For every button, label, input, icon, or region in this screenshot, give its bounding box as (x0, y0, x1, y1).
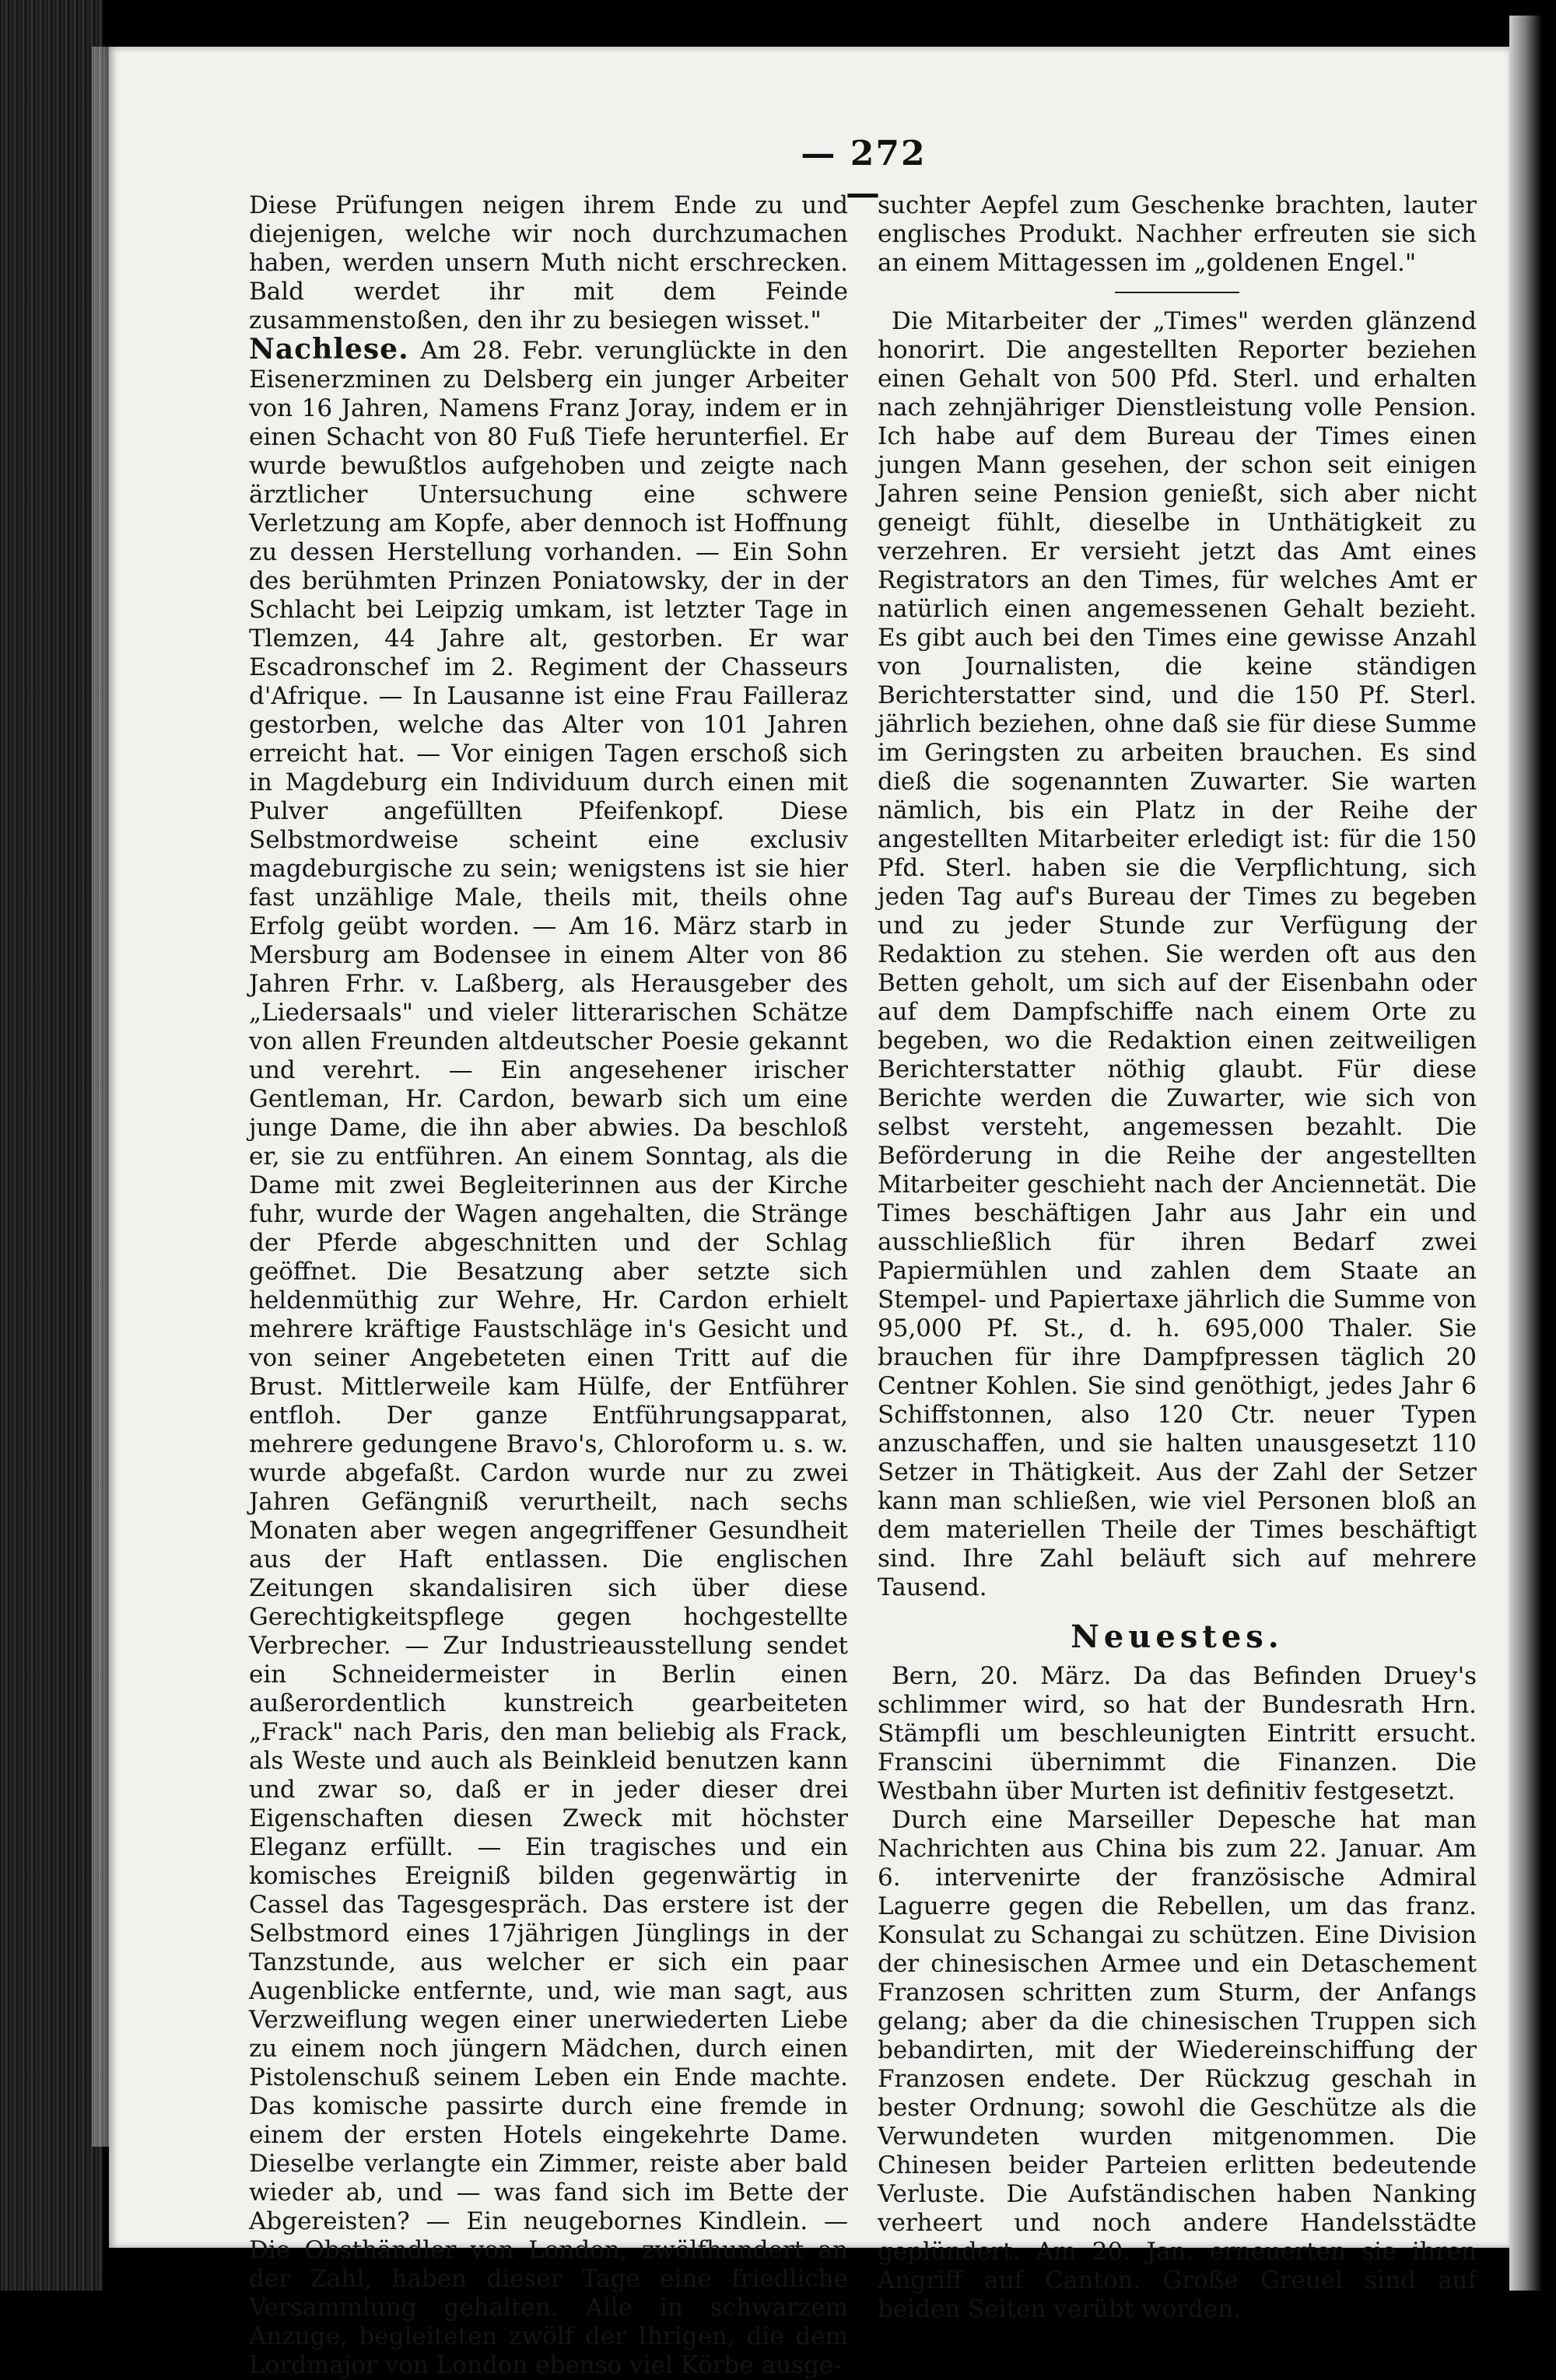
right-page-edge (1509, 16, 1556, 2291)
section-divider (1115, 292, 1239, 293)
bern-paragraph: Bern, 20. März. Da das Befinden Druey's schlimmer wird, so hat der Bundesrath Hrn. Stämpfli um beschleunigten Eintritt ersucht. Franscini übernimmt die Finanzen. Die Westbahn über Murten ist definitiv festgesetzt. (878, 1662, 1477, 1805)
times-paragraph: Die Mitarbeiter der „Times" werden glänzend honorirt. Die angestellten Reporter beziehen einen Gehalt von 500 Pfd. Sterl. und erhalten nach zehnjähriger Dienstleistung volle Pension. Ich habe auf dem Bureau der Times einen jungen Mann gesehen, der schon seit einigen Jahren seine Pension genießt, sich aber nicht geneigt fühlt, dieselbe in Unthätigkeit zu verzehren. Er versieht jetzt das Amt eines Registrators an den Times, für welches Amt er natürlich einen angemessenen Gehalt bezieht. Es gibt auch bei den Times eine gewisse Anzahl von Journalisten, die keine ständigen Berichterstatter sind, und die 150 Pf. Sterl. jährlich beziehen, ohne daß sie für diese Summe im Geringsten zu arbeiten brauchen. Es sind dieß die sogenannten Zuwarter. Sie warten nämlich, bis ein Platz in der Reihe der angestellten Mitarbeiter erledigt ist: für die 150 Pfd. Sterl. haben sie die Verpflichtung, sich jeden Tag auf's Bureau der Times zu begeben und zu jeder Stunde zur Verfügung der Redaktion zu stehen. Sie werden oft aus den Betten geholt, um sich auf der Eisenbahn oder auf dem Dampfschiffe nach einem Orte zu begeben, wo die Redaktion einen zeitweiligen Berichterstatter nöthig glaubt. Für diese Berichte werden die Zuwarter, wie sich von selbst versteht, angemessen bezahlt. Die Beförderung in die Reihe der angestellten Mitarbeiter geschieht nach der Anciennetät. Die Times beschäftigen Jahr aus Jahr ein und ausschließlich für ihren Bedarf zwei Papiermühlen und zahlen dem Staate an Stempel- und Papiertaxe jährlich die Summe von 95,000 Pf. St., d. h. 695,000 Thaler. Sie brauchen für ihre Dampfpressen täglich 20 Centner Kohlen. Sie sind genöthigt, jedes Jahr 6 Schiffstonnen, also 120 Ctr. neuer Typen anzuschaffen, und sie halten unausgesetzt 110 Setzer in Thätigkeit. Aus der Zahl der Setzer kann man schließen, wie viel Personen bloß an dem materiellen Theile der Times beschäftigt sind. Ihre Zahl beläuft sich auf mehrere Tausend. (878, 307, 1477, 1601)
intro-paragraph: Diese Prüfungen neigen ihrem Ende zu und diejenigen, welche wir noch durchzumachen haben, werden unsern Muth nicht erschrecken. Bald werdet ihr mit dem Feinde zusammenstoßen, den ihr zu besiegen wisset." (249, 191, 848, 334)
neuestes-heading: Neuestes. (1071, 1619, 1284, 1655)
left-column (249, 191, 848, 2380)
book-spine (0, 0, 103, 2291)
china-paragraph: Durch eine Marseiller Depesche hat man Nachrichten aus China bis zum 22. Januar. Am 6. intervenirte der französische Admiral Laguerre gegen die Rebellen, um das franz. Konsulat zu Schangai zu schützen. Eine Division der chinesischen Armee und ein Detaschement Franzosen schritten zum Sturm, der Anfangs gelang; aber da die chinesischen Truppen sich bebandirten, mit der Wiedereinschiffung der Franzosen endete. Der Rückzug geschah in bester Ordnung; sowohl die Geschütze als die Verwundeten wurden mitgenommen. Die Chinesen beider Parteien erlitten bedeutende Verluste. Die Aufständischen haben Nanking verheert und noch andere Handelsstädte geplündert. Am 20. Jan. erneuerten sie ihren Angriff auf Canton. Große Greuel sind auf beiden Seiten verübt worden. (878, 1806, 1477, 2323)
nachlese-text: Am 28. Febr. verunglückte in den Eisenerzminen zu Delsberg ein junger Arbeiter von 16 Jahren, Namens Franz Joray, indem er in einen Schacht von 80 Fuß Tiefe herunterfiel. Er wurde bewußtlos aufgehoben und zeigte nach ärztlicher Untersuchung eine schwere Verletzung am Kopfe, aber dennoch ist Hoffnung zu dessen Herstellung vorhanden. — Ein Sohn des berühmten Prinzen Poniatowsky, der in der Schlacht bei Leipzig umkam, ist letzter Tage in Tlemzen, 44 Jahre alt, gestorben. Er war Escadronschef im 2. Regiment der Chasseurs d'Afrique. — In Lausanne ist eine Frau Failleraz gestorben, welche das Alter von 101 Jahren erreicht hat. — Vor einigen Tagen erschoß sich in Magdeburg ein Individuum durch einen mit Pulver angefüllten Pfeifenkopf. Diese Selbstmordweise scheint eine exclusiv magdeburgische zu sein; wenigstens ist sie hier fast unzählige Male, theils mit, theils ohne Erfolg geübt worden. — Am 16. März starb in Mersburg am Bodensee in einem Alter von 86 Jahren Frhr. v. Laßberg, als Herausgeber des „Liedersaals" und vieler litterarischen Schätze von allen Freunden altdeutscher Poesie gekannt und verehrt. — Ein angesehener irischer Gentleman, Hr. Cardon, bewarb sich um eine junge Dame, die ihn aber abwies. Da beschloß er, sie zu entführen. An einem Sonntag, als die Dame mit zwei Begleiterinnen aus der Kirche fuhr, wurde der Wagen angehalten, die Stränge der Pferde abgeschnitten und der Schlag geöffnet. Die Besatzung aber setzte sich heldenmüthig zur Wehre, Hr. Cardon erhielt mehrere kräftige Faustschläge in's Gesicht und von seiner Angebeteten einen Tritt auf die Brust. Mittlerweile kam Hülfe, der Entführer entfloh. Der ganze Entführungsapparat, mehrere gedungene Bravo's, Chloroform u. s. w. wurde abgefaßt. Cardon wurde nur zu zwei Jahren Gefängniß verurtheilt, nach sechs Monaten aber wegen angegriffener Gesundheit aus der Haft entlassen. Die englischen Zeitungen skandalisiren sich über diese Gerechtigkeitspflege gegen hochgestellte Verbrecher. — Zur Industrieausstellung sendet ein Schneidermeister in Berlin einen außerordentlich kunstreich gearbeiteten „Frack" nach Paris, den man beliebig als Frack, als Weste und auch als Beinkleid benutzen kann und zwar so, daß er in jeder dieser drei Eigenschaften diesen Zweck mit höchster Eleganz erfüllt. — Ein tragisches und ein komisches Ereigniß bilden gegenwärtig in Cassel das Tagesgespräch. Das erstere ist der Selbstmord eines 17jährigen Jünglings in der Tanzstunde, aus welcher er sich ein paar Augenblicke entfernte, und, wie man sagt, aus Verzweiflung wegen einer unerwiederten Liebe zu einem noch jüngern Mädchen, durch einen Pistolenschuß seinem Leben ein Ende machte. Das komische passirte durch eine fremde in einem der ersten Hotels eingekehrte Dame. Dieselbe verlangte ein Zimmer, reiste aber bald wieder ab, und — was fand sich im Bette der Abgereisten? — Ein neugebornes Kindlein. — Die Obsthändler von London, zwölfhundert an der Zahl, haben dieser Tage eine friedliche Versammlung gehalten. Alle in schwarzem Anzuge, begleiteten zwölf der Ihrigen, die dem Lordmajor von London ebenso viel Körbe ausge- (249, 337, 848, 2379)
page-number: — 272 — (801, 134, 927, 213)
nachlese-paragraph (249, 335, 848, 2380)
continuation-paragraph: suchter Aepfel zum Geschenke brachten, lauter englisches Produkt. Nachher erfreuten sie sich an einem Mittagessen im „goldenen Engel." (878, 191, 1477, 277)
nachlese-heading: Nachlese. (249, 333, 409, 366)
right-column (878, 191, 1477, 2324)
